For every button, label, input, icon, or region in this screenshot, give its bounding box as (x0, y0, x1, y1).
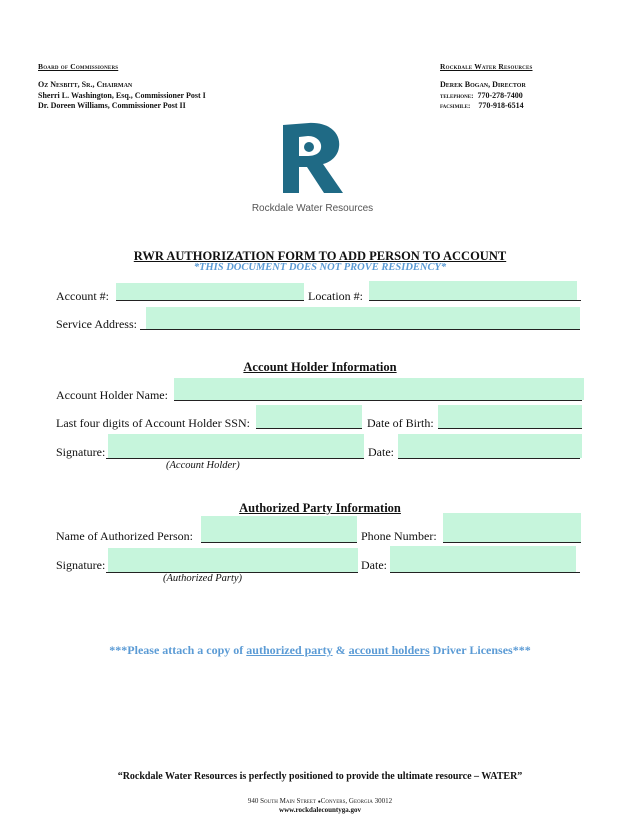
holder-date-line (398, 458, 580, 459)
authorized-party-caption: (Authorized Party) (163, 573, 243, 584)
telephone-label: telephone: (440, 92, 474, 100)
party-signature-input[interactable] (108, 548, 358, 572)
phone-number-input[interactable] (443, 513, 581, 542)
facsimile-label: facsimile: (440, 102, 471, 110)
chairman-line: Oz Nesbitt, Sr., Chairman (38, 80, 133, 89)
party-date-label: Date: (361, 558, 387, 572)
dob-line (438, 428, 582, 429)
telephone-line (440, 91, 523, 100)
facsimile-number: 770-918-6514 (478, 101, 524, 110)
form-title: RWR AUTHORIZATION FORM TO ADD PERSON TO ACCOUNT (133, 249, 507, 263)
attach-note-suffix: Driver Licenses*** (429, 643, 531, 657)
account-number-line (116, 300, 304, 301)
footer-website: www.rockdalecountyga.gov (279, 806, 361, 814)
service-address-input[interactable] (146, 307, 580, 329)
attach-licenses-note (0, 643, 640, 658)
telephone-number: 770-278-7400 (477, 91, 523, 100)
commissioner-post-2-line: Dr. Doreen Williams, Commissioner Post II (38, 101, 186, 110)
footer-quote: “Rockdale Water Resources is perfectly positioned to provide the ultimate resource – WATER” (117, 771, 523, 782)
ssn-label: Last four digits of Account Holder SSN: (56, 416, 250, 430)
location-number-line (369, 300, 581, 301)
account-number-input[interactable] (116, 283, 304, 301)
holder-date-input[interactable] (398, 434, 582, 458)
party-signature-label: Signature: (56, 558, 106, 572)
account-holder-heading: Account Holder Information (243, 360, 397, 374)
facsimile-line (440, 101, 524, 110)
account-number-label: Account #: (56, 289, 109, 303)
commissioner-post-1-line: Sherri L. Washington, Esq., Commissioner Post I (38, 91, 206, 100)
authorized-name-input[interactable] (201, 516, 357, 542)
footer-city: Conyers, Georgia 30012 (320, 797, 393, 805)
board-title: Board of Commissioners (38, 62, 119, 71)
attach-note-middle: & (332, 643, 349, 657)
attach-note-prefix: ***Please attach a copy of (109, 643, 247, 657)
phone-number-line (443, 542, 581, 543)
holder-signature-input[interactable] (108, 434, 364, 458)
ssn-input[interactable] (256, 405, 362, 428)
location-number-label: Location #: (308, 289, 363, 303)
account-holder-caption: (Account Holder) (166, 460, 240, 471)
authorized-name-label: Name of Authorized Person: (56, 529, 193, 543)
dob-input[interactable] (438, 405, 582, 428)
ssn-line (256, 428, 362, 429)
account-holder-name-input[interactable] (174, 378, 584, 400)
account-holders-link: account holders (348, 643, 430, 657)
authorized-party-link: authorized party (246, 643, 333, 657)
service-address-line (140, 329, 580, 330)
director-line: Derek Bogan, Director (440, 80, 526, 89)
party-date-input[interactable] (390, 546, 576, 572)
holder-signature-label: Signature: (56, 445, 106, 459)
holder-date-label: Date: (368, 445, 394, 459)
phone-number-label: Phone Number: (361, 529, 437, 543)
rwr-logo-icon (279, 121, 345, 195)
authorized-party-heading: Authorized Party Information (239, 501, 401, 515)
footer-bullet: ● (317, 800, 321, 805)
account-holder-name-line (174, 400, 582, 401)
rwr-title: Rockdale Water Resources (440, 62, 533, 71)
location-number-input[interactable] (369, 281, 577, 301)
account-holder-name-label: Account Holder Name: (56, 388, 168, 402)
service-address-label: Service Address: (56, 317, 137, 331)
dob-label: Date of Birth: (367, 416, 434, 430)
footer-address (0, 797, 640, 805)
party-date-line (390, 572, 580, 573)
authorized-name-line (201, 542, 357, 543)
logo-caption: Rockdale Water Resources (251, 203, 374, 214)
form-subtitle: *THIS DOCUMENT DOES NOT PROVE RESIDENCY* (193, 262, 447, 273)
holder-signature-line (106, 458, 364, 459)
footer-street: 940 South Main Street (247, 797, 316, 805)
